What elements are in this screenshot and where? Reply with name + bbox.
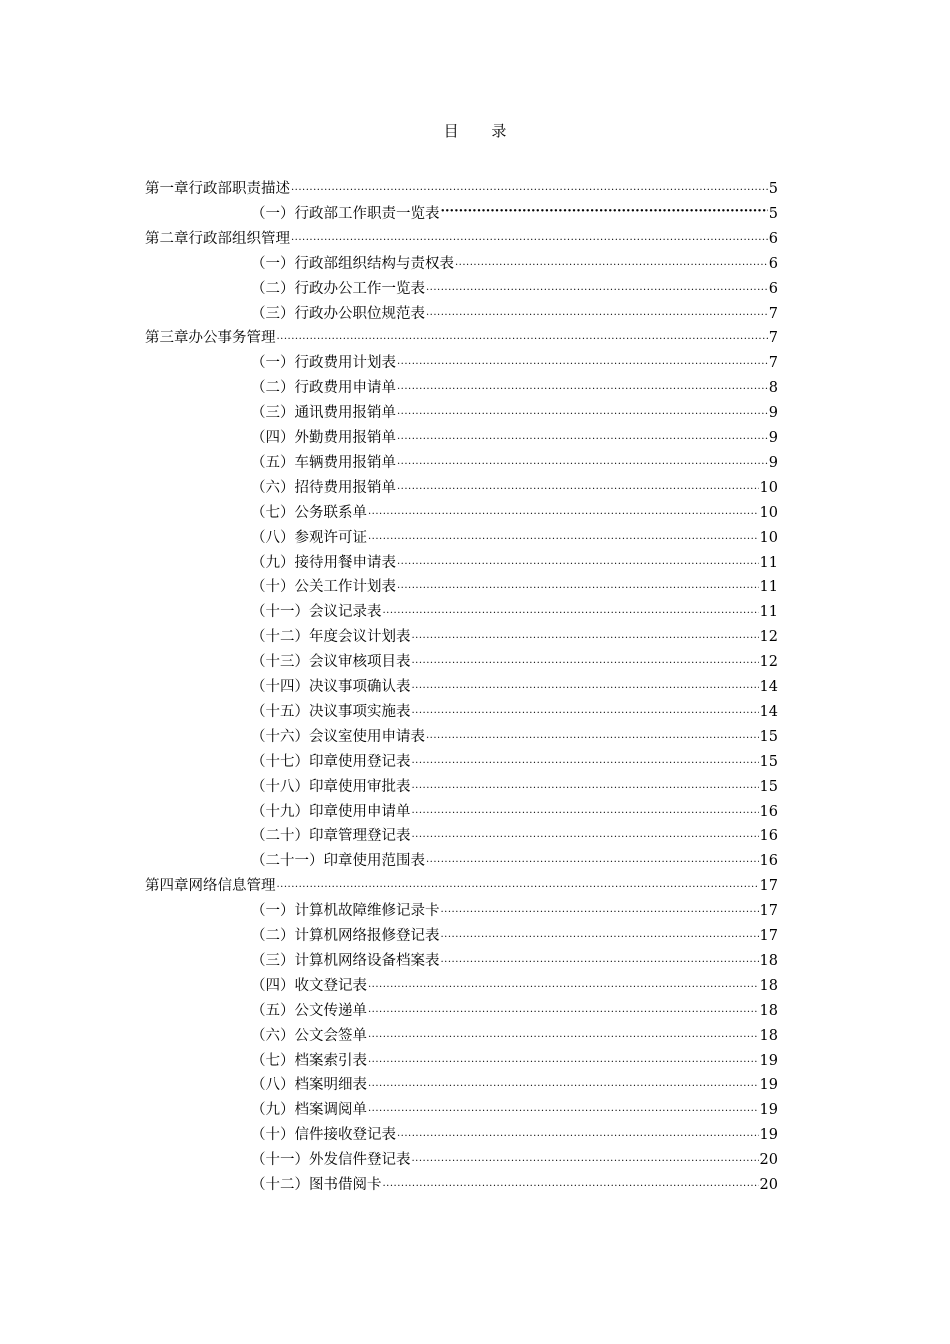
page-number: 9	[768, 454, 778, 471]
toc-section-entry[interactable]	[251, 725, 778, 750]
page-number: 14	[759, 703, 778, 720]
dot-leader	[368, 1072, 759, 1097]
dot-leader	[368, 500, 759, 525]
page-number: 18	[759, 1002, 778, 1019]
toc-section-entry[interactable]	[251, 949, 778, 974]
entry-title: （五）车辆费用报销单	[251, 454, 396, 471]
page-number: 6	[768, 230, 778, 247]
page-number: 17	[759, 903, 778, 920]
page-number: 20	[759, 1177, 778, 1193]
page-number: 10	[759, 504, 778, 521]
page-number: 18	[759, 977, 778, 994]
page-number: 7	[768, 355, 778, 372]
entry-title: （二）行政办公工作一览表	[251, 280, 425, 297]
dot-leader	[397, 475, 759, 500]
dot-leader	[291, 176, 768, 201]
dot-leader	[368, 973, 759, 998]
toc-section-entry[interactable]	[251, 575, 778, 600]
dot-leader	[412, 624, 759, 649]
page-number: 6	[768, 255, 778, 272]
toc-section-entry[interactable]	[251, 1123, 778, 1148]
entry-title: 行政部职责描述	[188, 181, 290, 197]
dot-leader	[277, 325, 768, 350]
page-number: 19	[759, 1127, 778, 1144]
page-number: 18	[759, 1027, 778, 1044]
entry-title: （六）招待费用报销单	[251, 479, 396, 496]
entry-title: （一）计算机故障维修记录卡	[251, 903, 440, 920]
entry-title: （十一）外发信件登记表	[251, 1152, 411, 1169]
entry-title: （七）公务联系单	[251, 504, 367, 521]
page-number: 19	[759, 1102, 778, 1119]
page-number: 5	[768, 205, 778, 222]
page-number: 19	[759, 1052, 778, 1069]
chapter-number: 第三章	[145, 330, 189, 347]
page-number: 10	[759, 529, 778, 546]
toc-chapter-entry[interactable]	[145, 874, 778, 899]
entry-title: （十三）会议审核项目表	[251, 654, 411, 671]
toc-section-entry[interactable]	[251, 277, 778, 302]
toc-chapter-entry[interactable]	[145, 177, 778, 202]
toc-section-entry[interactable]	[251, 650, 778, 675]
entry-title: 办公事务管理	[188, 330, 276, 347]
dot-leader	[397, 450, 768, 475]
toc-section-entry[interactable]	[251, 899, 778, 924]
page-number: 16	[759, 853, 778, 870]
toc-section-entry[interactable]	[251, 750, 778, 775]
page-number: 14	[759, 679, 778, 695]
entry-title: （十）公关工作计划表	[251, 579, 396, 596]
entry-title: （一）行政部组织结构与责权表	[251, 255, 454, 272]
toc-section-entry[interactable]	[251, 1049, 778, 1074]
toc-section-entry[interactable]	[251, 800, 778, 825]
entry-title: （一）行政费用计划表	[251, 355, 396, 372]
page-number: 19	[759, 1077, 778, 1094]
dot-leader	[291, 226, 768, 251]
dot-leader	[441, 923, 759, 948]
entry-title: （一）行政部工作职责一览表	[251, 205, 440, 222]
toc-section-entry[interactable]	[251, 600, 778, 625]
page-number: 17	[759, 878, 778, 895]
chapter-number: 第一章	[145, 181, 189, 197]
toc-section-entry[interactable]	[251, 700, 778, 725]
dot-leader	[397, 550, 759, 575]
dot-leader	[426, 301, 768, 326]
dot-leader	[368, 1023, 759, 1048]
dot-leader	[412, 823, 759, 848]
page-number: 11	[759, 554, 778, 571]
toc-title: 目 录	[443, 122, 521, 140]
entry-title: （三）通讯费用报销单	[251, 405, 396, 422]
toc-section-entry[interactable]	[251, 351, 778, 376]
page-number: 16	[759, 828, 778, 845]
dot-leader	[412, 649, 759, 674]
entry-title: （四）外勤费用报销单	[251, 430, 396, 446]
entry-title: （九）接待用餐申请表	[251, 554, 396, 571]
page-number: 5	[768, 181, 778, 197]
toc-section-entry[interactable]	[251, 824, 778, 849]
dot-leader	[441, 200, 768, 226]
toc-section-entry[interactable]	[251, 1148, 778, 1173]
page-number: 10	[759, 479, 778, 496]
entry-title: （十四）决议事项确认表	[251, 679, 411, 695]
dot-leader	[397, 574, 759, 599]
toc-section-entry[interactable]	[251, 551, 778, 576]
dot-leader	[368, 1097, 759, 1122]
toc-section-entry[interactable]	[251, 426, 778, 451]
toc-chapter-entry[interactable]	[145, 227, 778, 252]
dot-leader	[397, 1122, 759, 1147]
entry-title: （十五）决议事项实施表	[251, 703, 411, 720]
toc-section-entry[interactable]	[251, 252, 778, 277]
toc-section-entry[interactable]	[251, 974, 778, 999]
page-number: 20	[759, 1152, 778, 1169]
entry-title: （八）参观许可证	[251, 529, 367, 546]
toc-section-entry[interactable]	[251, 675, 778, 700]
page-number: 7	[768, 330, 778, 347]
page-number: 15	[759, 728, 778, 745]
toc-section-entry[interactable]	[251, 775, 778, 800]
page-number: 15	[759, 778, 778, 795]
dot-leader	[455, 251, 768, 276]
dot-leader	[412, 1147, 759, 1172]
page-number: 9	[768, 430, 778, 446]
entry-title: （十六）会议室使用申请表	[251, 728, 425, 745]
toc-section-entry[interactable]	[251, 849, 778, 874]
dot-leader	[397, 425, 768, 450]
entry-title: （二十）印章管理登记表	[251, 828, 411, 845]
dot-leader	[441, 948, 759, 973]
dot-leader	[426, 848, 759, 873]
entry-title: （十七）印章使用登记表	[251, 753, 411, 770]
page-number: 6	[768, 280, 778, 297]
dot-leader	[383, 599, 759, 624]
page-number: 12	[759, 654, 778, 671]
entry-title: （八）档案明细表	[251, 1077, 367, 1094]
dot-leader	[368, 525, 759, 550]
page-number: 15	[759, 753, 778, 770]
page-number: 11	[759, 579, 778, 596]
entry-title: （三）计算机网络设备档案表	[251, 952, 440, 969]
page-number: 12	[759, 629, 778, 646]
dot-leader	[441, 898, 759, 923]
entry-title: （四）收文登记表	[251, 977, 367, 994]
entry-title: 行政部组织管理	[188, 230, 290, 247]
dot-leader	[397, 400, 768, 425]
dot-leader	[368, 1048, 759, 1073]
dot-leader	[383, 1172, 759, 1197]
toc-section-entry[interactable]	[251, 501, 778, 526]
entry-title: （九）档案调阅单	[251, 1102, 367, 1119]
toc-chapter-entry[interactable]	[145, 326, 778, 351]
dot-leader	[412, 774, 759, 799]
entry-title: （十九）印章使用申请单	[251, 803, 411, 820]
dot-leader	[426, 276, 768, 301]
entry-title: （二）行政费用申请单	[251, 380, 396, 397]
entry-title: （十一）会议记录表	[251, 604, 382, 621]
toc-section-entry[interactable]	[251, 451, 778, 476]
dot-leader	[412, 799, 759, 824]
page-number: 16	[759, 803, 778, 820]
toc-section-entry[interactable]	[251, 526, 778, 551]
page-number: 8	[768, 380, 778, 397]
entry-title: （十）信件接收登记表	[251, 1127, 396, 1144]
entry-title: （十二）年度会议计划表	[251, 629, 411, 646]
dot-leader	[412, 699, 759, 724]
entry-title: （七）档案索引表	[251, 1052, 367, 1069]
dot-leader	[277, 873, 759, 898]
entry-title: 网络信息管理	[188, 878, 276, 895]
entry-title: （二）计算机网络报修登记表	[251, 928, 440, 944]
toc-section-entry[interactable]	[251, 625, 778, 650]
toc-section-entry[interactable]	[251, 1073, 778, 1098]
toc-section-entry[interactable]	[251, 1024, 778, 1049]
entry-title: （十二）图书借阅卡	[251, 1177, 382, 1193]
entry-title: （三）行政办公职位规范表	[251, 305, 425, 322]
page-number: 7	[768, 305, 778, 322]
toc-section-entry[interactable]	[251, 476, 778, 501]
chapter-number: 第四章	[145, 878, 189, 895]
dot-leader	[412, 674, 759, 699]
page-number: 18	[759, 952, 778, 969]
toc-section-entry[interactable]	[251, 1098, 778, 1123]
toc-section-entry[interactable]	[251, 999, 778, 1024]
toc-section-entry[interactable]	[251, 376, 778, 401]
dot-leader	[426, 724, 759, 749]
entry-title: （五）公文传递单	[251, 1002, 367, 1019]
chapter-number: 第二章	[145, 230, 189, 247]
toc-section-entry[interactable]	[251, 1173, 778, 1198]
dot-leader	[412, 749, 759, 774]
toc-section-entry[interactable]	[251, 924, 778, 949]
page-number: 9	[768, 405, 778, 422]
toc-section-entry[interactable]	[251, 202, 778, 227]
toc-section-entry[interactable]	[251, 401, 778, 426]
entry-title: （二十一）印章使用范围表	[251, 853, 425, 870]
entry-title: （十八）印章使用审批表	[251, 778, 411, 795]
page-number: 11	[759, 604, 778, 621]
page-number: 17	[759, 928, 778, 944]
dot-leader	[397, 350, 768, 375]
entry-title: （六）公文会签单	[251, 1027, 367, 1044]
dot-leader	[397, 375, 768, 400]
toc-section-entry[interactable]	[251, 302, 778, 327]
dot-leader	[368, 998, 759, 1023]
